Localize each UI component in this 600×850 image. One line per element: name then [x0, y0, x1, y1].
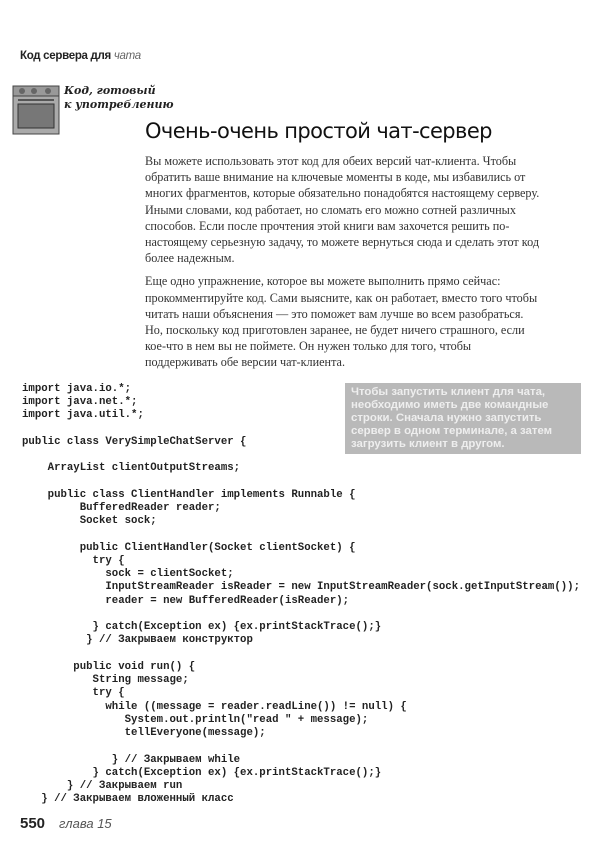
code-line: tellEveryone(message); — [22, 727, 266, 740]
code-line: public void run() { — [22, 660, 196, 673]
running-header — [20, 50, 141, 62]
code-line: String message; — [22, 674, 189, 687]
section-title-light: чата — [113, 50, 141, 62]
code-line: ArrayList clientOutputStreams; — [22, 462, 241, 475]
code-section — [0, 383, 600, 807]
intro-paragraph: Вы можете использовать этот код для обеих версий чат-клиента. Чтобы обратить ваше внимание на ключевые моменты в коде, мы избавились от многих фрагментов, которые обязательно понадобятся настоящему серверу. Иными словами, код работает, но сломать его можно сотней различных способов. Если после прочтения этой книги вам захочется решить по-настоящему серьезную задачу, то можете вернуться сюда и сделать этот код более надежным. — [145, 154, 540, 266]
code-line: } // Закрываем вложенный класс — [22, 793, 234, 806]
code-line: System.out.println("read " + message); — [22, 713, 369, 726]
code-line — [22, 528, 600, 541]
code-line: import java.util.*; — [22, 409, 144, 422]
code-line: } // Закрываем конструктор — [22, 634, 253, 647]
chapter-label: глава 15 — [59, 815, 112, 831]
page-footer — [20, 815, 600, 833]
code-line: InputStreamReader isReader = new InputStreamReader(sock.getInputStream()); — [22, 581, 580, 594]
code-line: } // Закрываем while — [22, 753, 241, 766]
code-line — [22, 608, 600, 621]
code-line: public class ClientHandler implements Runnable { — [22, 488, 356, 501]
code-line: Socket sock; — [22, 515, 157, 528]
code-line: while ((message = reader.readLine()) != null) { — [22, 700, 407, 713]
page-title: Очень-очень простой чат-сервер — [145, 119, 492, 143]
exercise-paragraph: Еще одно упражнение, которое вы можете выполнить прямо сейчас: прокомментируйте код. Сами выясните, как он работает, вместо того чтобы читать наши объяснения — это поможет вам лучше во всем разобраться. Но, поскольку код приготовлен заранее, не будет ничего страшного, если кое-что в нем вы не поймете. Он нужен только для того, чтобы поддерживать обе версии чат-клиента. — [145, 274, 538, 370]
note-box: Чтобы запустить клиент для чата, необходимо иметь две командные строки. Сначала нужно запустить сервер в одном терминале, а затем загрузить клиент в другом. — [345, 383, 581, 454]
stove-icon — [10, 84, 62, 136]
badge-line: Код, готовый — [64, 84, 156, 97]
ready-code-badge — [64, 84, 174, 112]
code-line: sock = clientSocket; — [22, 568, 234, 581]
code-line: try { — [22, 554, 125, 567]
code-line: import java.net.*; — [22, 395, 138, 408]
badge-line: к употреблению — [64, 98, 174, 111]
code-line: } // Закрываем run — [22, 780, 183, 793]
code-line — [22, 740, 600, 753]
code-line: reader = new BufferedReader(isReader); — [22, 594, 350, 607]
page-number: 550 — [20, 814, 46, 832]
code-line: public ClientHandler(Socket clientSocket) { — [22, 541, 356, 554]
section-title: Код сервера для — [20, 50, 111, 62]
code-line: import java.io.*; — [22, 382, 132, 395]
code-line — [22, 648, 600, 661]
code-line: try { — [22, 687, 125, 700]
code-line: } catch(Exception ex) {ex.printStackTrace();} — [22, 621, 382, 634]
page-body — [0, 153, 600, 833]
code-line: public class VerySimpleChatServer { — [22, 435, 247, 448]
code-line: BufferedReader reader; — [22, 501, 221, 514]
code-line: } catch(Exception ex) {ex.printStackTrace();} — [22, 766, 382, 779]
code-line — [22, 475, 600, 488]
